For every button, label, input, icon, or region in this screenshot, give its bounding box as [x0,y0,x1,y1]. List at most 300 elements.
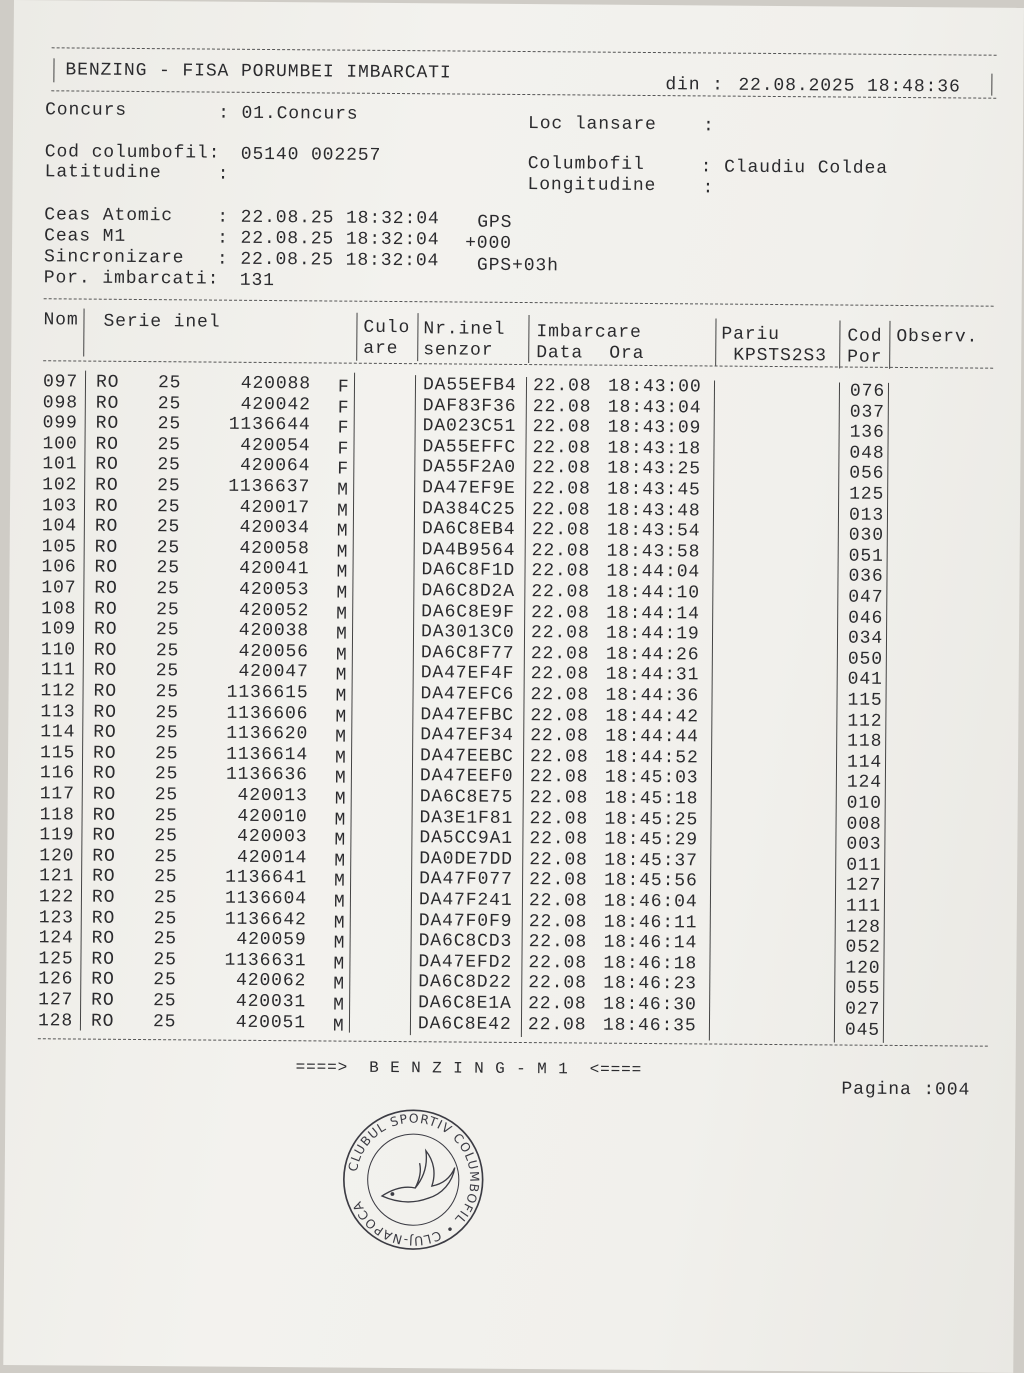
cell-tara: RO [95,413,120,435]
cell-data: 22.08 [532,417,592,438]
ceas-m1-value: : 22.08.25 18:32:04 [217,228,440,251]
cell-data: 22.08 [531,602,590,624]
cell-senzor: DA6C8E9F [421,601,515,623]
cell-senzor: DA5CC9A1 [419,828,514,850]
cell-inel: 420058 [239,538,310,560]
cell-tara: RO [94,558,119,579]
cell-tara: RO [92,805,117,826]
cell-cod: 008 [846,814,882,835]
cell-sex: M [336,604,348,625]
cell-an: 25 [156,496,181,517]
cell-inel: 1136604 [224,888,308,910]
cell-ora: 18:44:52 [604,747,699,769]
cell-an: 25 [155,723,179,744]
cell-an: 25 [155,682,180,703]
cell-nom: 098 [42,392,79,414]
latitudine-label: Latitudine [44,162,162,184]
cell-an: 25 [152,1011,177,1032]
cell-an: 25 [157,476,181,497]
cell-senzor: DA55EFB4 [422,375,517,396]
cell-nom: 126 [38,969,74,990]
cell-sex: F [337,439,350,460]
cell-inel: 420041 [239,559,310,580]
cell-ora: 18:44:42 [605,706,700,727]
cell-an: 25 [155,743,179,765]
col-serie-inel: Serie inel [103,311,221,333]
cell-an: 25 [156,517,181,538]
pigeon-icon [382,1150,455,1202]
cell-cod: 037 [849,402,885,423]
col-observatii: Observ. [896,326,979,348]
latitudine-value: : [217,164,230,185]
cell-an: 25 [153,908,178,929]
cell-inel: 420042 [240,394,311,415]
cell-senzor: DA47EFD2 [418,952,513,973]
cod-columbofil-label: Cod columbofil: [44,142,221,164]
cell-an: 25 [153,991,177,1012]
ceas-atomic-label: Ceas Atomic [44,205,174,227]
cell-ora: 18:45:29 [604,829,699,851]
cell-nom: 113 [40,701,76,723]
cell-tara: RO [95,455,119,476]
cell-sex: M [334,810,347,831]
cell-inel: 1136606 [226,703,309,724]
cell-senzor: DA0DE7DD [419,849,513,870]
cell-cod: 003 [846,834,882,856]
cell-inel: 420034 [239,517,310,539]
cell-sex: M [332,1016,345,1037]
cell-ora: 18:46:14 [603,932,698,954]
cell-inel: 1136620 [226,723,309,745]
col-imbarcare-data: Data [536,343,584,364]
cell-nom: 107 [41,578,77,599]
cell-data: 22.08 [529,808,589,830]
cell-tara: RO [90,1011,115,1032]
cell-data: 22.08 [532,458,591,479]
cell-nom: 119 [39,825,75,846]
cell-an: 25 [154,805,179,826]
sincronizare-source: GPS+03h [476,255,559,277]
cell-cod: 051 [848,546,884,567]
cell-data: 22.08 [528,952,588,974]
cell-cod: 047 [848,587,884,608]
cell-senzor: DA6C8D2A [421,581,516,602]
cell-senzor: DA6C8F77 [420,643,515,664]
cell-inel: 420010 [237,806,308,827]
cell-inel: 1136615 [226,682,309,704]
col-sep-7 [889,321,890,369]
cell-nom: 106 [41,557,77,578]
cell-an: 25 [153,929,178,950]
cell-data: 22.08 [528,891,588,912]
cell-cod: 076 [849,381,886,402]
cell-sex: M [336,501,349,522]
cell-data: 22.08 [532,479,591,500]
cell-sex: M [334,789,347,810]
cell-ora: 18:45:18 [604,788,699,810]
cell-cod: 048 [849,443,885,464]
cell-data: 22.08 [531,520,591,541]
cell-inel: 1136642 [224,909,307,930]
cell-an: 25 [156,537,181,559]
cell-tara: RO [93,681,118,702]
col-nr-inel-1: Nr.inel [423,319,506,340]
cell-an: 25 [156,558,181,579]
cell-sex: M [333,892,346,913]
cell-ora: 18:43:54 [606,520,701,542]
cell-cod: 115 [847,690,883,711]
cell-nom: 116 [39,763,76,784]
cell-tara: RO [94,496,119,517]
cell-sex: M [335,665,348,687]
cell-tara: RO [95,434,119,455]
cell-cod: 127 [845,875,882,897]
col-nom: Nom [43,310,79,331]
cell-sex: M [333,933,346,954]
cell-sex: M [335,707,348,728]
cell-sex: M [334,748,347,769]
cell-senzor: DA6C8F1D [421,560,516,582]
cell-sex: M [334,768,347,790]
cell-senzor: DA3013C0 [420,622,515,644]
header-left-border [53,58,54,82]
cell-nom: 101 [42,454,78,475]
cell-nom: 105 [41,537,77,558]
cell-tara: RO [94,599,118,620]
concurs-value: : 01.Concurs [218,103,359,125]
cell-cod: 013 [848,505,885,526]
cell-cod: 111 [845,896,882,917]
cell-ora: 18:43:58 [606,541,701,563]
cell-data: 22.08 [528,994,587,1015]
cell-sex: M [333,974,346,996]
cell-nom: 123 [38,907,74,929]
cell-nom: 104 [41,516,78,537]
cell-senzor: DA47EEBC [419,746,514,767]
cell-ora: 18:45:37 [604,850,698,872]
cell-senzor: DA47EF34 [420,725,514,747]
stamp-text: CLUBUL SPORTIV COLUMBOFIL • CLUJ-NAPOCA [344,1110,483,1249]
cell-ora: 18:44:44 [605,726,699,748]
cell-cod: 136 [849,422,885,444]
cell-inel: 420056 [238,641,309,663]
col-cod-por-2: Por [847,347,883,368]
cell-senzor: DA6C8CD3 [418,931,513,953]
date-label: din : [665,75,724,96]
cell-ora: 18:46:11 [603,912,698,933]
por-imbarcati-value: 131 [239,270,275,292]
cell-inel: 420014 [236,847,308,869]
cell-senzor: DA4B9564 [421,540,516,561]
cell-sex: F [337,377,350,398]
cell-data: 22.08 [527,1014,587,1036]
cell-tara: RO [91,887,116,908]
cell-data: 22.08 [530,623,590,644]
cell-ora: 18:45:03 [604,768,699,789]
cell-cod: 124 [846,772,883,794]
columbofil-label: Columbofil [527,154,645,175]
columbofil-value: : Claudiu Coldea [700,157,889,179]
cell-nom: 124 [38,928,74,949]
cell-an: 25 [153,970,177,991]
cell-ora: 18:44:04 [606,562,701,583]
cell-inel: 1136641 [225,868,308,889]
cell-sex: M [336,583,349,604]
cell-tara: RO [93,743,117,764]
col-cod-por-1: Cod [847,326,883,347]
cell-sex: M [336,521,349,542]
cell-tara: RO [91,990,115,1011]
cell-senzor: DA6C8E75 [419,787,514,808]
cell-an: 25 [157,455,181,476]
cell-sex: M [337,480,349,501]
cell-senzor: DA47F0F9 [418,910,513,932]
cell-cod: 056 [849,463,885,485]
cell-inel: 420047 [238,662,309,683]
cell-tara: RO [93,661,118,682]
cell-cod: 120 [845,958,881,979]
cell-data: 22.08 [529,849,588,871]
cell-cod: 011 [846,855,882,876]
cell-sex: M [336,542,349,563]
cell-nom: 100 [42,434,78,455]
sincronizare-value: : 22.08.25 18:32:04 [216,249,440,272]
cell-nom: 127 [38,990,74,1011]
cell-senzor: DA6C8EB4 [421,519,516,541]
cell-tara: RO [92,825,116,847]
cell-inel: 420017 [239,497,311,518]
cell-tara: RO [95,475,119,496]
sincronizare-label: Sincronizare [43,247,185,269]
cell-senzor: DA384C25 [421,498,516,520]
longitudine-label: Longitudine [527,175,657,197]
cell-nom: 121 [39,866,75,887]
cell-senzor: DAF83F36 [422,395,517,417]
cell-senzor: DA47EFBC [420,704,515,726]
cell-tara: RO [95,372,120,393]
cell-ora: 18:44:10 [606,582,701,604]
cell-sex: M [334,851,347,872]
cell-an: 25 [153,888,178,909]
cell-data: 22.08 [528,932,588,953]
col-pariu-2: KPSTS2S3 [733,345,827,367]
cell-ora: 18:44:31 [605,665,700,686]
header-top-rule [52,47,997,55]
cell-cod: 030 [848,525,885,547]
cell-tara: RO [94,516,119,538]
cell-cod: 046 [848,608,884,629]
ceas-atomic-value: : 22.08.25 18:32:04 [217,207,440,230]
cell-inel: 420051 [235,1012,307,1033]
cell-inel: 420003 [237,826,308,848]
cell-senzor: DA47EFC6 [420,684,515,705]
cell-sex: M [333,913,346,934]
cell-tara: RO [93,640,118,661]
cell-senzor: DA6C8E42 [417,1013,512,1035]
cell-senzor: DA6C8D22 [418,972,512,994]
cell-ora: 18:46:04 [603,891,698,913]
cell-data: 22.08 [532,376,592,397]
cell-senzor: DA47EF9E [422,478,516,499]
cell-inel: 1136614 [226,744,309,766]
cell-data: 22.08 [531,582,590,603]
cell-sex: M [335,686,348,707]
cell-tara: RO [91,908,116,929]
loc-lansare-value: : [702,116,715,137]
col-culoare-2: are [363,338,399,360]
cell-an: 25 [153,949,177,971]
cell-tara: RO [92,764,117,785]
col-sep-2 [356,313,357,361]
por-imbarcati-label: Por. imbarcati: [43,268,220,290]
cell-inel: 420062 [236,971,307,992]
print-date: 22.08.2025 18:48:36 [738,75,961,98]
cell-data: 22.08 [531,540,591,562]
cell-inel: 1136644 [228,414,311,436]
cell-cod: 128 [845,917,881,938]
cell-ora: 18:43:25 [607,459,702,480]
cell-ora: 18:44:19 [605,623,700,645]
cell-data: 22.08 [529,788,589,809]
cell-data: 22.08 [530,643,590,665]
cod-columbofil-value: 05140 002257 [240,144,382,166]
club-stamp [340,1107,486,1253]
cell-cod: 034 [847,628,884,650]
cell-tara: RO [94,578,118,599]
ceas-m1-label: Ceas M1 [44,226,127,247]
cell-tara: RO [92,846,116,867]
cell-sex: M [333,995,345,1016]
cell-nom: 128 [37,1010,74,1032]
cell-senzor: DA47EF4F [420,663,515,685]
col-imbarcare-1: Imbarcare [536,322,642,343]
table-top-rule [44,298,994,306]
cell-inel: 1136631 [224,950,307,972]
cell-nom: 103 [41,495,78,517]
cell-tara: RO [93,619,118,641]
cell-sex: M [333,954,346,975]
cell-sex: M [335,645,348,666]
cell-nom: 114 [40,722,76,743]
cell-nom: 097 [42,372,79,393]
cell-nom: 111 [40,660,76,681]
cell-nom: 115 [40,743,76,764]
cell-sex: M [336,562,349,584]
cell-sex: M [334,830,347,851]
col-sep-6 [839,320,840,368]
cell-an: 25 [157,373,182,394]
ceas-atomic-source: GPS [477,212,513,233]
cell-nom: 122 [38,887,75,908]
cell-cod: 118 [847,731,883,753]
cell-senzor: DA55F2A0 [422,457,517,479]
cell-inel: 420013 [237,785,308,807]
cell-data: 22.08 [530,685,590,706]
col-culoare-1: Culo [363,317,411,339]
cell-ora: 18:44:26 [605,644,700,666]
cell-an: 25 [157,434,181,456]
cell-senzor: DA023C51 [422,416,517,438]
cell-nom: 099 [42,413,78,434]
cell-nom: 112 [40,681,76,702]
cell-inel: 1136637 [228,476,311,498]
cell-data: 22.08 [529,870,588,891]
col-imbarcare-ora: Ora [609,343,645,364]
cell-data: 22.08 [529,829,589,850]
col-sep-1 [83,309,84,357]
cell-an: 25 [154,826,178,847]
cell-cod: 045 [844,1020,881,1041]
cell-inel: 420054 [240,435,311,457]
cell-data: 22.08 [532,437,592,459]
cell-ora: 18:46:30 [603,994,697,1016]
cell-tara: RO [95,393,120,414]
col-sep-5 [715,319,716,367]
cell-sex: F [337,418,350,439]
cell-ora: 18:43:04 [607,397,702,419]
cell-data: 22.08 [529,767,589,788]
cell-an: 25 [154,846,178,868]
cell-inel: 420088 [240,373,312,395]
cell-ora: 18:46:35 [602,1015,697,1036]
cell-data: 22.08 [530,705,589,727]
cell-data: 22.08 [528,973,587,994]
cell-data: 22.08 [530,664,590,685]
cell-ora: 18:43:18 [607,438,702,460]
cell-an: 25 [156,599,180,620]
cell-tara: RO [91,970,115,991]
cell-ora: 18:43:45 [607,479,701,501]
cell-cod: 027 [845,999,881,1020]
col-nr-inel-2: senzor [423,340,494,361]
cell-ora: 18:44:14 [606,603,700,624]
cell-tara: RO [93,702,117,723]
cell-data: 22.08 [529,746,589,768]
cell-data: 22.08 [528,911,588,933]
cell-data: 22.08 [532,396,592,418]
cell-senzor: DA47F241 [418,890,513,911]
cell-cod: 050 [847,649,884,670]
cell-inel: 420052 [238,600,310,621]
cell-an: 25 [155,620,180,641]
ceas-m1-offset: +000 [465,233,512,254]
cell-cod: 010 [846,793,882,814]
cell-sex: M [335,624,348,645]
document-title: BENZING - FISA PORUMBEI IMBARCATI [65,60,452,84]
cell-cod: 052 [845,937,881,959]
cell-tara: RO [91,949,115,970]
cell-inel: 420031 [235,991,307,1013]
cell-ora: 18:45:25 [604,809,699,830]
cell-data: 22.08 [530,726,589,747]
cell-data: 22.08 [531,499,591,521]
cell-an: 25 [155,640,180,662]
cell-nom: 118 [39,804,75,826]
cell-senzor: DA47EEF0 [419,766,514,788]
cell-ora: 18:43:48 [606,500,701,522]
cell-an: 25 [157,414,182,435]
cell-inel: 420059 [236,929,307,951]
benzing-footer: ====> B E N Z I N G - M 1 <==== [295,1058,643,1079]
cell-senzor: DA55EFFC [422,437,517,458]
cell-ora: 18:46:23 [603,974,697,995]
cell-sex: F [337,459,350,481]
cell-cod: 036 [848,566,884,588]
cell-an: 25 [155,661,180,682]
cell-inel: 420053 [239,579,310,601]
cell-senzor: DA6C8E1A [418,993,512,1014]
cell-nom: 120 [39,846,75,867]
